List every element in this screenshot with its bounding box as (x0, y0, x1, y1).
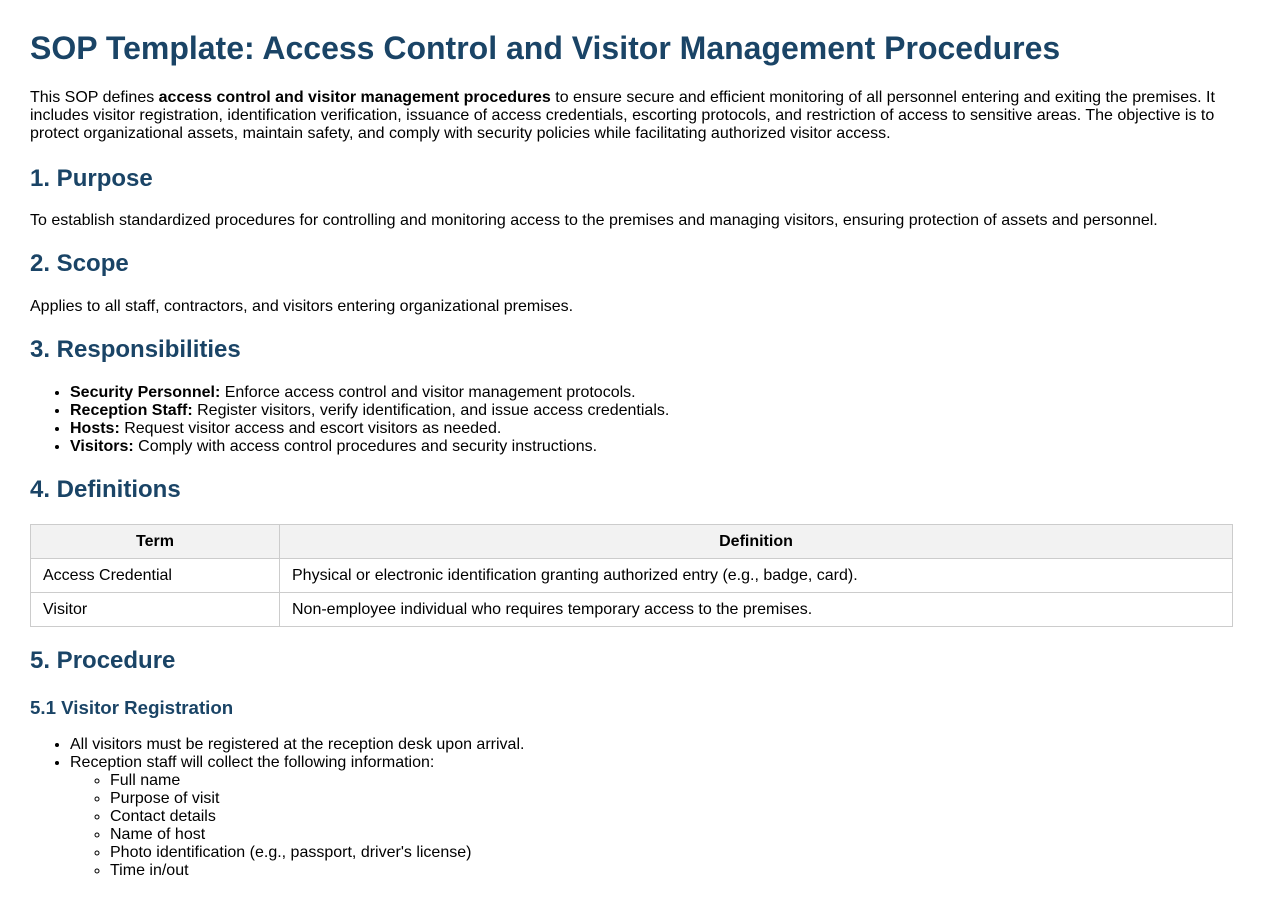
role-label: Visitors: (70, 438, 134, 455)
term-cell: Visitor (31, 593, 280, 627)
role-label: Security Personnel: (70, 384, 221, 401)
definition-cell: Non-employee individual who requires temporary access to the premises. (280, 593, 1233, 627)
purpose-heading: 1. Purpose (30, 165, 153, 192)
definitions-table (30, 524, 1233, 627)
list-item: ◦ Name of host (110, 826, 1233, 844)
role-text: Request visitor access and escort visitors as needed. (119, 420, 502, 437)
list-item: ◦ Purpose of visit (110, 790, 1233, 808)
role-text: Register visitors, verify identification, and issue access credentials. (192, 402, 670, 419)
visitor-info-list (70, 772, 1233, 880)
list-item (70, 402, 1233, 420)
responsibilities-list (30, 384, 1233, 456)
list-item: ◦ Contact details (110, 808, 1233, 826)
purpose-text: To establish standardized procedures for controlling and monitoring access to the premises and managing visitors, ensuring protection of assets and personnel. (30, 212, 1158, 229)
definitions-heading: 4. Definitions (30, 476, 181, 503)
list-item: ◦ Photo identification (e.g., passport, driver's license) (110, 844, 1233, 862)
page-title: SOP Template: Access Control and Visitor Management Procedures (30, 30, 1061, 66)
registration-list (30, 736, 1233, 880)
list-item (70, 754, 1233, 880)
column-header-definition: Definition (280, 525, 1233, 559)
intro-pre: This SOP defines (30, 89, 159, 106)
list-item-text: Reception staff will collect the following information: (70, 754, 435, 771)
role-text: Enforce access control and visitor management protocols. (220, 384, 636, 401)
role-text: Comply with access control procedures and security instructions. (133, 438, 598, 455)
definition-cell: Physical or electronic identification granting authorized entry (e.g., badge, card). (280, 559, 1233, 593)
procedure-heading: 5. Procedure (30, 647, 176, 674)
table-row (31, 559, 1233, 593)
document (0, 30, 1263, 880)
table-header-row (31, 525, 1233, 559)
table-row (31, 593, 1233, 627)
intro-post: to ensure secure and efficient monitoring of all personnel entering and exiting the premises. It includes visitor registration, identification verification, issuance of access credentials, escorting protocols, and restriction of access to sensitive areas. The objective is to protect organizational assets, maintain safety, and comply with security policies while facilitating authorized visitor access. (30, 89, 1215, 142)
responsibilities-heading: 3. Responsibilities (30, 336, 241, 363)
column-header-term: Term (31, 525, 280, 559)
list-item (70, 384, 1233, 402)
term-cell: Access Credential (31, 559, 280, 593)
list-item (70, 438, 1233, 456)
visitor-registration-heading: 5.1 Visitor Registration (30, 697, 234, 718)
list-item: • All visitors must be registered at the reception desk upon arrival. (70, 736, 1233, 754)
scope-heading: 2. Scope (30, 250, 129, 277)
role-label: Hosts: (70, 420, 120, 437)
list-item (70, 420, 1233, 438)
scope-text: Applies to all staff, contractors, and visitors entering organizational premises. (30, 298, 574, 315)
list-item: ◦ Full name (110, 772, 1233, 790)
intro-paragraph (30, 89, 1230, 143)
intro-bold: access control and visitor management procedures (158, 89, 551, 106)
list-item: ◦ Time in/out (110, 862, 1233, 880)
role-label: Reception Staff: (70, 402, 193, 419)
